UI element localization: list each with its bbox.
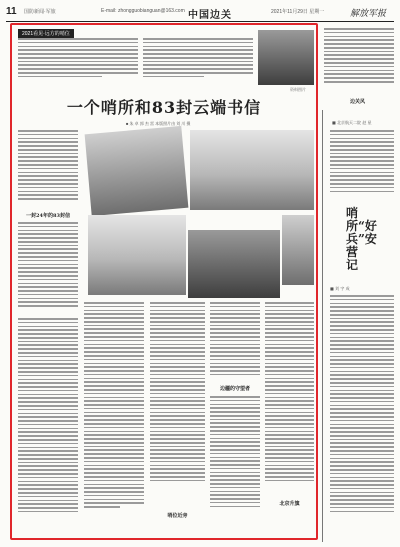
series-kicker: 2021看见·远方的哨位 bbox=[18, 29, 74, 38]
sidebar-text-2 bbox=[330, 295, 394, 514]
page-header bbox=[6, 6, 394, 20]
top-text-col-2 bbox=[143, 38, 253, 80]
sidebar-text-1 bbox=[330, 130, 394, 194]
soldiers-patrol-photo bbox=[188, 230, 280, 298]
website-email: E-mail: zhongguobianguan@163.com bbox=[101, 8, 185, 14]
lower-col-1 bbox=[84, 302, 144, 510]
flag-mountain-photo bbox=[88, 215, 186, 295]
lower-col-3b bbox=[210, 396, 260, 509]
letters-photo bbox=[85, 126, 189, 216]
lower-col-4 bbox=[265, 302, 314, 484]
subhead-2: 边疆的守望者 bbox=[219, 386, 250, 392]
issue-date: 2021年11月29日 星期一 bbox=[271, 9, 325, 15]
classroom-photo bbox=[258, 30, 314, 85]
header-rule bbox=[6, 21, 394, 22]
newspaper-logo: 解放军报 bbox=[349, 9, 386, 19]
lower-col-3 bbox=[210, 302, 260, 378]
sidebar-sub: ■ 北京航天二院 赵 星 bbox=[332, 120, 372, 125]
article-byline: ■ 朱 卓 郭 杰 雷 本版照片由 刘 川 摄 bbox=[126, 121, 191, 126]
subhead-4: 北京升旗 bbox=[279, 501, 300, 507]
sidebar-divider bbox=[322, 110, 323, 542]
portrait-photo bbox=[282, 215, 314, 285]
subhead-3: 哨位近旁 bbox=[167, 513, 188, 519]
section-title: 中国边关 bbox=[188, 10, 232, 21]
page-number: 11 bbox=[6, 6, 17, 17]
left-text-col bbox=[18, 130, 78, 202]
article-title: 一个哨所和83封云端书信 bbox=[66, 98, 262, 117]
right-top-text bbox=[324, 28, 394, 85]
left-text-col-b bbox=[18, 222, 78, 309]
photo-caption: 资料图片 bbox=[290, 87, 306, 92]
sidebar-title: 哨所“好兵”安营记 bbox=[346, 206, 377, 272]
subhead-1: 一封24年的83封信 bbox=[26, 213, 70, 219]
soldier-snow-photo bbox=[190, 130, 314, 210]
sidebar-author: ■ 刘 宇 成 bbox=[330, 286, 350, 291]
sidebar-head: 边关风 bbox=[350, 99, 366, 105]
lower-col-2 bbox=[150, 302, 205, 484]
section-left-label: 国防新闻·军旅 bbox=[24, 9, 56, 15]
top-text-col-1 bbox=[18, 38, 138, 80]
left-text-col-c bbox=[18, 318, 78, 515]
